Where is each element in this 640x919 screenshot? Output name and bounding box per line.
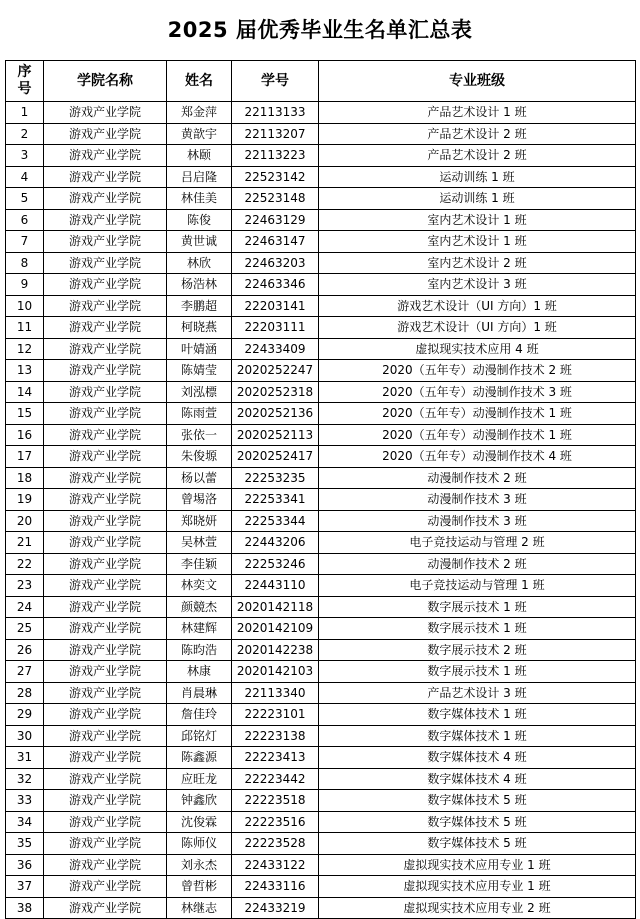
cell-college: 游戏产业学院 [44,876,167,898]
cell-name: 黄歆宇 [167,123,232,145]
cell-name: 叶婧涵 [167,338,232,360]
cell-no: 33 [6,790,44,812]
cell-major: 室内艺术设计 1 班 [319,209,636,231]
cell-name: 林奕文 [167,575,232,597]
cell-no: 18 [6,467,44,489]
cell-name: 陈雨萱 [167,403,232,425]
cell-college: 游戏产业学院 [44,553,167,575]
cell-name: 林建辉 [167,618,232,640]
cell-name: 朱俊塬 [167,446,232,468]
cell-major: 数字媒体技术 5 班 [319,811,636,833]
table-row [6,145,636,167]
cell-student-id: 22523148 [232,188,319,210]
cell-student-id: 22433122 [232,854,319,876]
cell-college: 游戏产业学院 [44,360,167,382]
cell-no: 5 [6,188,44,210]
cell-college: 游戏产业学院 [44,682,167,704]
cell-no: 37 [6,876,44,898]
cell-name: 张依一 [167,424,232,446]
header-id: 学号 [232,61,319,102]
cell-student-id: 22223528 [232,833,319,855]
cell-student-id: 22113340 [232,682,319,704]
cell-major: 2020（五年专）动漫制作技术 1 班 [319,403,636,425]
cell-student-id: 22433219 [232,897,319,919]
cell-student-id: 2020252417 [232,446,319,468]
table-row [6,424,636,446]
cell-major: 2020（五年专）动漫制作技术 3 班 [319,381,636,403]
cell-name: 应旺龙 [167,768,232,790]
cell-name: 陈婧莹 [167,360,232,382]
cell-college: 游戏产业学院 [44,790,167,812]
cell-college: 游戏产业学院 [44,811,167,833]
cell-college: 游戏产业学院 [44,166,167,188]
cell-no: 26 [6,639,44,661]
cell-major: 虚拟现实技术应用专业 1 班 [319,876,636,898]
cell-college: 游戏产业学院 [44,854,167,876]
cell-no: 35 [6,833,44,855]
cell-name: 杨以蕾 [167,467,232,489]
cell-major: 室内艺术设计 3 班 [319,274,636,296]
cell-name: 李鹏超 [167,295,232,317]
cell-no: 19 [6,489,44,511]
cell-major: 游戏艺术设计（UI 方向）1 班 [319,295,636,317]
cell-college: 游戏产业学院 [44,704,167,726]
cell-no: 24 [6,596,44,618]
table-row [6,618,636,640]
cell-major: 2020（五年专）动漫制作技术 4 班 [319,446,636,468]
cell-no: 36 [6,854,44,876]
cell-college: 游戏产业学院 [44,661,167,683]
cell-college: 游戏产业学院 [44,510,167,532]
table-row [6,876,636,898]
cell-student-id: 2020142118 [232,596,319,618]
cell-college: 游戏产业学院 [44,446,167,468]
table-row [6,811,636,833]
cell-major: 数字媒体技术 1 班 [319,704,636,726]
table-row [6,833,636,855]
cell-student-id: 22223518 [232,790,319,812]
table-row [6,682,636,704]
cell-major: 虚拟现实技术应用专业 2 班 [319,897,636,919]
cell-no: 8 [6,252,44,274]
cell-name: 詹佳玲 [167,704,232,726]
table-header-row [6,61,636,102]
cell-student-id: 2020252113 [232,424,319,446]
cell-college: 游戏产业学院 [44,188,167,210]
table-row [6,102,636,124]
cell-no: 10 [6,295,44,317]
cell-no: 9 [6,274,44,296]
cell-no: 28 [6,682,44,704]
header-no [6,61,44,102]
cell-student-id: 22113223 [232,145,319,167]
cell-student-id: 2020252247 [232,360,319,382]
cell-college: 游戏产业学院 [44,833,167,855]
cell-name: 邱铭灯 [167,725,232,747]
cell-no: 1 [6,102,44,124]
cell-name: 郑金萍 [167,102,232,124]
cell-student-id: 22443110 [232,575,319,597]
cell-student-id: 22223413 [232,747,319,769]
cell-major: 游戏艺术设计（UI 方向）1 班 [319,317,636,339]
table-row [6,467,636,489]
table-row [6,790,636,812]
cell-student-id: 2020142238 [232,639,319,661]
table-row [6,446,636,468]
cell-college: 游戏产业学院 [44,489,167,511]
cell-no: 21 [6,532,44,554]
cell-name: 吴林萱 [167,532,232,554]
cell-student-id: 22253235 [232,467,319,489]
cell-college: 游戏产业学院 [44,274,167,296]
cell-name: 林颐 [167,145,232,167]
cell-major: 数字媒体技术 5 班 [319,833,636,855]
cell-student-id: 22253246 [232,553,319,575]
cell-student-id: 22253341 [232,489,319,511]
table-row [6,661,636,683]
cell-student-id: 22463147 [232,231,319,253]
cell-college: 游戏产业学院 [44,532,167,554]
cell-name: 刘永杰 [167,854,232,876]
table-row [6,166,636,188]
cell-no: 11 [6,317,44,339]
cell-college: 游戏产业学院 [44,596,167,618]
cell-student-id: 22463203 [232,252,319,274]
table-row [6,553,636,575]
cell-student-id: 22203141 [232,295,319,317]
cell-name: 吕启隆 [167,166,232,188]
cell-student-id: 22223442 [232,768,319,790]
cell-student-id: 2020142103 [232,661,319,683]
table-row [6,209,636,231]
cell-major: 动漫制作技术 2 班 [319,553,636,575]
cell-college: 游戏产业学院 [44,424,167,446]
cell-college: 游戏产业学院 [44,747,167,769]
cell-no: 13 [6,360,44,382]
cell-college: 游戏产业学院 [44,102,167,124]
cell-major: 动漫制作技术 3 班 [319,510,636,532]
table-row [6,188,636,210]
cell-student-id: 22463129 [232,209,319,231]
cell-no: 17 [6,446,44,468]
table-row [6,317,636,339]
table-row [6,510,636,532]
cell-college: 游戏产业学院 [44,317,167,339]
cell-student-id: 22253344 [232,510,319,532]
cell-major: 电子竞技运动与管理 2 班 [319,532,636,554]
cell-college: 游戏产业学院 [44,381,167,403]
cell-major: 动漫制作技术 3 班 [319,489,636,511]
cell-no: 7 [6,231,44,253]
table-row [6,403,636,425]
cell-name: 曾埸洛 [167,489,232,511]
table-row [6,252,636,274]
cell-major: 产品艺术设计 2 班 [319,145,636,167]
cell-name: 柯晓燕 [167,317,232,339]
cell-no: 16 [6,424,44,446]
cell-major: 数字媒体技术 1 班 [319,725,636,747]
cell-no: 6 [6,209,44,231]
cell-major: 数字媒体技术 4 班 [319,747,636,769]
table-row [6,596,636,618]
cell-name: 陈鑫源 [167,747,232,769]
cell-student-id: 22443206 [232,532,319,554]
cell-no: 27 [6,661,44,683]
cell-no: 14 [6,381,44,403]
cell-no: 2 [6,123,44,145]
table-row [6,489,636,511]
cell-no: 4 [6,166,44,188]
cell-major: 数字展示技术 1 班 [319,661,636,683]
table-row [6,338,636,360]
table-row [6,768,636,790]
cell-name: 李佳颖 [167,553,232,575]
cell-student-id: 22223138 [232,725,319,747]
cell-no: 15 [6,403,44,425]
cell-no: 29 [6,704,44,726]
cell-name: 黄世诚 [167,231,232,253]
cell-no: 12 [6,338,44,360]
cell-student-id: 2020142109 [232,618,319,640]
table-row [6,575,636,597]
cell-major: 室内艺术设计 2 班 [319,252,636,274]
cell-name: 林康 [167,661,232,683]
cell-name: 林欣 [167,252,232,274]
table-row [6,360,636,382]
cell-no: 23 [6,575,44,597]
cell-major: 产品艺术设计 1 班 [319,102,636,124]
cell-name: 林佳美 [167,188,232,210]
page-title: 2025 届优秀毕业生名单汇总表 [167,18,473,42]
cell-major: 动漫制作技术 2 班 [319,467,636,489]
table-row [6,639,636,661]
cell-name: 林继志 [167,897,232,919]
cell-college: 游戏产业学院 [44,768,167,790]
cell-student-id: 22223101 [232,704,319,726]
cell-student-id: 22113133 [232,102,319,124]
cell-college: 游戏产业学院 [44,575,167,597]
table-row [6,231,636,253]
cell-student-id: 22433116 [232,876,319,898]
header-name: 姓名 [167,61,232,102]
cell-name: 刘泓標 [167,381,232,403]
cell-major: 数字展示技术 1 班 [319,596,636,618]
cell-name: 陈俊 [167,209,232,231]
cell-college: 游戏产业学院 [44,897,167,919]
table-row [6,747,636,769]
cell-major: 运动训练 1 班 [319,188,636,210]
cell-student-id: 22463346 [232,274,319,296]
cell-college: 游戏产业学院 [44,467,167,489]
cell-no: 20 [6,510,44,532]
header-major: 专业班级 [319,61,636,102]
cell-major: 数字媒体技术 4 班 [319,768,636,790]
cell-major: 运动训练 1 班 [319,166,636,188]
cell-no: 38 [6,897,44,919]
table-body [6,102,636,919]
cell-college: 游戏产业学院 [44,338,167,360]
cell-major: 产品艺术设计 3 班 [319,682,636,704]
cell-no: 34 [6,811,44,833]
table-row [6,897,636,919]
cell-name: 钟鑫欣 [167,790,232,812]
cell-major: 虚拟现实技术应用 4 班 [319,338,636,360]
cell-name: 沈俊霖 [167,811,232,833]
cell-no: 31 [6,747,44,769]
cell-college: 游戏产业学院 [44,231,167,253]
table-row [6,123,636,145]
cell-college: 游戏产业学院 [44,639,167,661]
cell-college: 游戏产业学院 [44,295,167,317]
cell-name: 颜競杰 [167,596,232,618]
table-row [6,854,636,876]
cell-major: 电子竞技运动与管理 1 班 [319,575,636,597]
cell-student-id: 22203111 [232,317,319,339]
cell-no: 3 [6,145,44,167]
table-row [6,274,636,296]
cell-major: 数字展示技术 2 班 [319,639,636,661]
cell-college: 游戏产业学院 [44,725,167,747]
cell-name: 曾哲彬 [167,876,232,898]
cell-no: 25 [6,618,44,640]
cell-no: 32 [6,768,44,790]
cell-major: 产品艺术设计 2 班 [319,123,636,145]
cell-major: 虚拟现实技术应用专业 1 班 [319,854,636,876]
table-row [6,725,636,747]
cell-no: 22 [6,553,44,575]
cell-college: 游戏产业学院 [44,403,167,425]
cell-name: 陈昀浩 [167,639,232,661]
cell-major: 数字媒体技术 5 班 [319,790,636,812]
table-row [6,295,636,317]
cell-major: 2020（五年专）动漫制作技术 1 班 [319,424,636,446]
cell-major: 数字展示技术 1 班 [319,618,636,640]
cell-name: 杨浩林 [167,274,232,296]
cell-student-id: 22223516 [232,811,319,833]
cell-name: 郑晓妍 [167,510,232,532]
cell-student-id: 2020252136 [232,403,319,425]
cell-name: 陈师仪 [167,833,232,855]
graduate-table [5,60,636,919]
header-no-label: 序 号 [17,64,32,97]
cell-no: 30 [6,725,44,747]
table-row [6,704,636,726]
cell-college: 游戏产业学院 [44,145,167,167]
table-row [6,532,636,554]
cell-student-id: 22523142 [232,166,319,188]
table-row [6,381,636,403]
header-college: 学院名称 [44,61,167,102]
cell-student-id: 22433409 [232,338,319,360]
cell-college: 游戏产业学院 [44,123,167,145]
cell-college: 游戏产业学院 [44,252,167,274]
cell-student-id: 2020252318 [232,381,319,403]
cell-major: 2020（五年专）动漫制作技术 2 班 [319,360,636,382]
cell-student-id: 22113207 [232,123,319,145]
cell-college: 游戏产业学院 [44,209,167,231]
cell-name: 肖晨琳 [167,682,232,704]
cell-major: 室内艺术设计 1 班 [319,231,636,253]
cell-college: 游戏产业学院 [44,618,167,640]
